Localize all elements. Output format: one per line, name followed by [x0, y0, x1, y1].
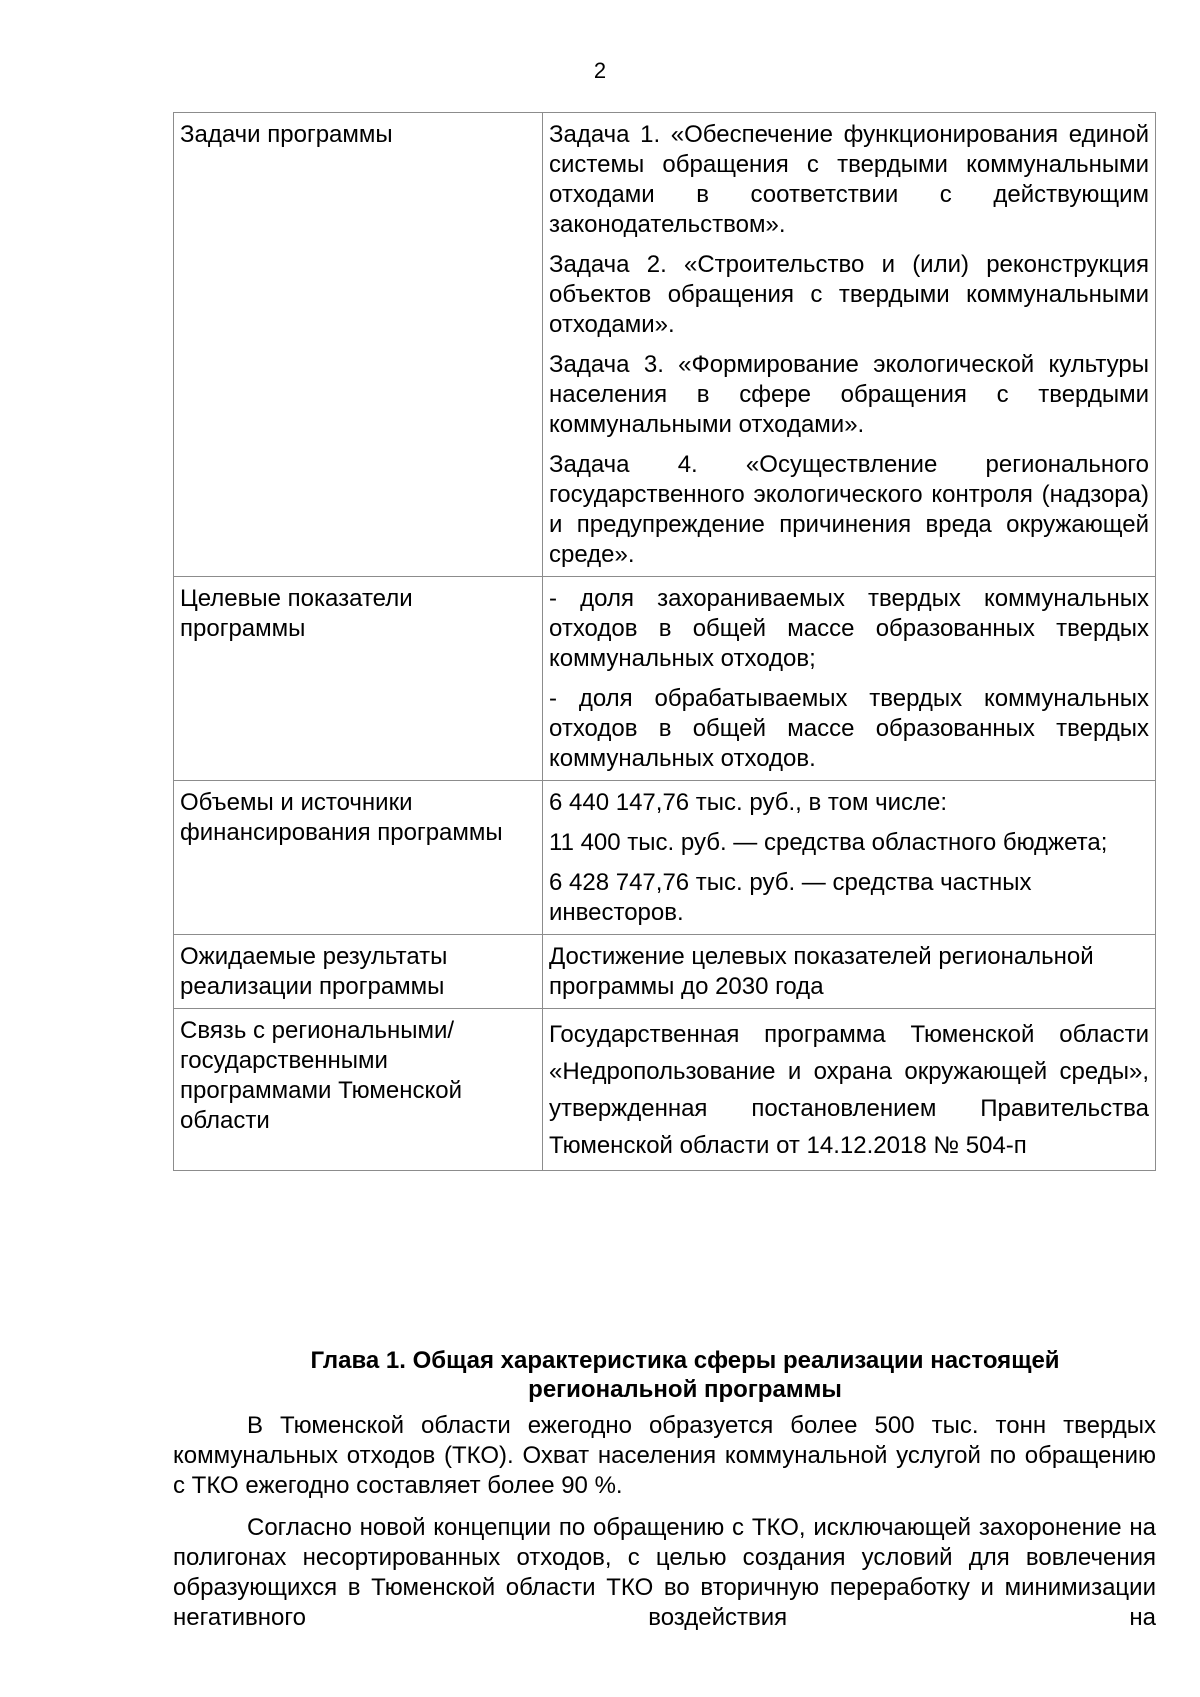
- row-value: [543, 577, 1156, 781]
- funding-paragraph: 11 400 тыс. руб. — средства областного бюджета;: [549, 829, 1108, 856]
- row-label: Ожидаемые результаты реализации программы: [174, 935, 543, 1009]
- table-row: [174, 781, 1156, 935]
- table-row: [174, 1009, 1156, 1171]
- table-row: [174, 577, 1156, 781]
- task-paragraph: Задача 4. «Осуществление регионального государственного экологического контроля (надзора) и предупреждение причинения вреда окружающей среде».: [549, 451, 1149, 568]
- row-label: Задачи программы: [174, 113, 543, 577]
- indicator-paragraph: - доля захораниваемых твердых коммунальных отходов в общей массе образованных твердых коммунальных отходов;: [549, 585, 1149, 672]
- linkage-paragraph: Государственная программа Тюменской области «Недропользование и охрана окружающей среды», утвержденная постановлением Правительства Тюменской области от 14.12.2018 № 504-п: [549, 1021, 1149, 1159]
- funding-paragraph: 6 428 747,76 тыс. руб. — средства частных инвесторов.: [549, 869, 1032, 926]
- row-label: Целевые показатели программы: [174, 577, 543, 781]
- row-label: Связь с региональными/ государственными программами Тюменской области: [174, 1009, 543, 1171]
- page-number: 2: [593, 58, 607, 83]
- funding-paragraph: 6 440 147,76 тыс. руб., в том числе:: [549, 789, 948, 816]
- body-paragraph: В Тюменской области ежегодно образуется более 500 тыс. тонн твердых коммунальных отходов (ТКО). Охват населения коммунальной услугой по обращению с ТКО ежегодно составляет более 90 %.: [173, 1412, 1156, 1499]
- row-value: [543, 113, 1156, 577]
- table-row: [174, 113, 1156, 577]
- task-paragraph: Задача 1. «Обеспечение функционирования единой системы обращения с твердыми коммунальными отходами в соответствии с действующим законодательством».: [549, 121, 1149, 238]
- row-value: [543, 935, 1156, 1009]
- results-paragraph: Достижение целевых показателей региональной программы до 2030 года: [549, 943, 1094, 1000]
- indicator-paragraph: - доля обрабатываемых твердых коммунальных отходов в общей массе образованных твердых коммунальных отходов.: [549, 685, 1149, 772]
- chapter-title: Глава 1. Общая характеристика сферы реализации настоящей региональной программы: [310, 1347, 1060, 1403]
- row-label: Объемы и источники финансирования программы: [174, 781, 543, 935]
- table-row: [174, 935, 1156, 1009]
- program-passport-table: [173, 112, 1156, 1171]
- task-paragraph: Задача 3. «Формирование экологической культуры населения в сфере обращения с твердыми коммунальными отходами».: [549, 351, 1149, 438]
- body-paragraph: Согласно новой концепции по обращению с ТКО, исключающей захоронение на полигонах несортированных отходов, с целью создания условий для вовлечения образующихся в Тюменской области ТКО во вторичную переработку и минимизации негативного воздействия на: [173, 1514, 1156, 1631]
- row-value: [543, 781, 1156, 935]
- chapter-body: [173, 1411, 1156, 1645]
- row-value: [543, 1009, 1156, 1171]
- task-paragraph: Задача 2. «Строительство и (или) реконструкция объектов обращения с твердыми коммунальными отходами».: [549, 251, 1149, 338]
